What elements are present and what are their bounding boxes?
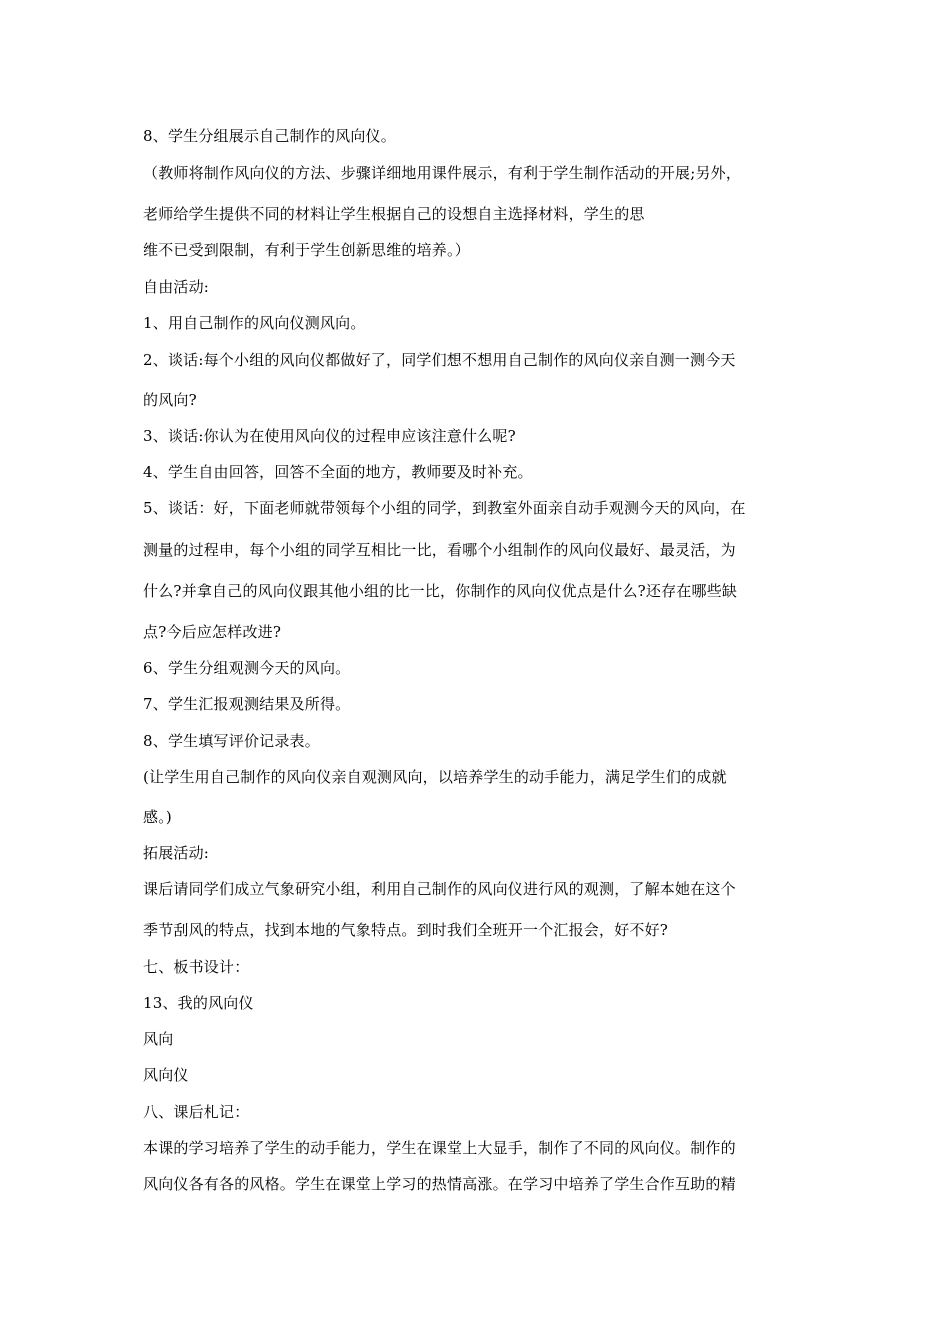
- section-heading: 自由活动:: [143, 278, 210, 296]
- text-line: (让学生用自己制作的风向仪亲自观测风向，以培养学生的动手能力，满足学生们的成就: [143, 768, 727, 786]
- section-heading: 七、板书设计：: [143, 958, 250, 976]
- text-line: 2、谈话:每个小组的风向仪都做好了，同学们想不想用自己制作的风向仪亲自测一测今天: [143, 351, 736, 369]
- text-line: 13、我的风向仪: [143, 994, 254, 1012]
- text-line: 3、谈话:你认为在使用风向仪的过程申应该注意什么呢?: [143, 427, 516, 445]
- text-line: 8、学生分组展示自己制作的风向仪。: [143, 127, 396, 145]
- text-line: 什么?并拿自己的风向仪跟其他小组的比一比，你制作的风向仪优点是什么?还存在哪些缺: [143, 582, 738, 600]
- text-line: 课后请同学们成立气象研究小组，利用自己制作的风向仪进行风的观测，了解本她在这个: [143, 880, 736, 898]
- text-line: 的风向?: [143, 391, 197, 409]
- text-line: 测量的过程申，每个小组的同学互相比一比，看哪个小组制作的风向仪最好、最灵活，为: [143, 541, 736, 559]
- text-line: 5、谈话：好，下面老师就带领每个小组的同学，到教室外面亲自动手观测今天的风向，在: [143, 499, 746, 517]
- text-line: 维不已受到限制，有利于学生创新思维的培养。）: [143, 241, 470, 259]
- text-line: 8、学生填写评价记录表。: [143, 732, 320, 750]
- text-line: （教师将制作风向仪的方法、步骤详细地用课件展示，有利于学生制作活动的开展;另外，: [143, 164, 742, 182]
- section-heading: 拓展活动:: [143, 844, 210, 862]
- text-line: 老师给学生提供不同的材料让学生根据自己的设想自主选择材料，学生的思: [143, 205, 645, 223]
- text-line: 季节刮风的特点，找到本地的气象特点。到时我们全班开一个汇报会，好不好?: [143, 921, 669, 939]
- text-line: 7、学生汇报观测结果及所得。: [143, 695, 351, 713]
- text-line: 风向仪各有各的风格。学生在课堂上学习的热情高涨。在学习中培养了学生合作互助的精: [143, 1175, 736, 1193]
- text-line: 风向仪: [143, 1066, 189, 1084]
- text-line: 本课的学习培养了学生的动手能力，学生在课堂上大显手，制作了不同的风向仪。制作的: [143, 1139, 736, 1157]
- text-line: 感。): [143, 808, 172, 826]
- text-line: 风向: [143, 1030, 174, 1048]
- section-heading: 八、课后札记：: [143, 1103, 250, 1121]
- text-line: 4、学生自由回答，回答不全面的地方，教师要及时补充。: [143, 463, 533, 481]
- text-line: 6、学生分组观测今天的风向。: [143, 659, 351, 677]
- text-line: 1、用自己制作的风向仪测风向。: [143, 314, 366, 332]
- text-line: 点?今后应怎样改进?: [143, 623, 282, 641]
